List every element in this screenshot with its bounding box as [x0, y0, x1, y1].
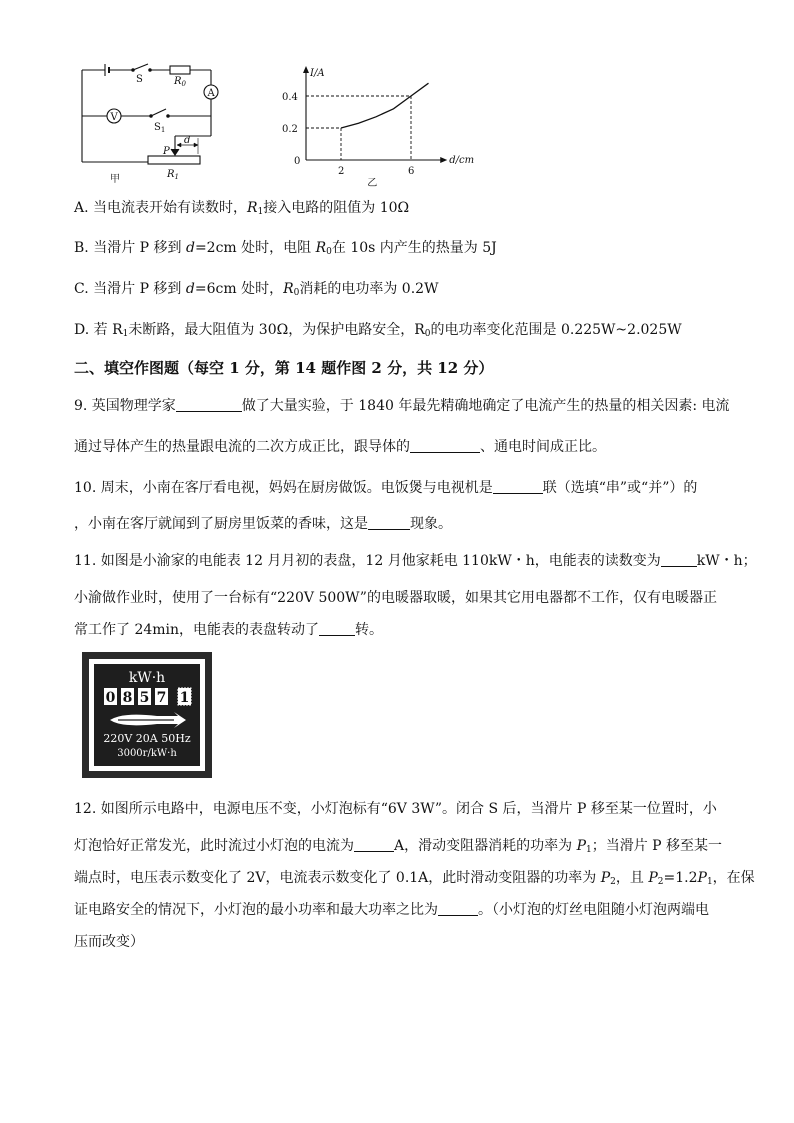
- q12-line-2: 灯泡恰好正常发光，此时流过小灯泡的电流为 A，滑动变阻器消耗的功率为 $P_1$；当滑片 P 移至某一: [74, 838, 723, 855]
- y-axis-label: I/A: [310, 68, 325, 79]
- label-r0-sub: 0: [181, 80, 186, 88]
- label-d: d: [184, 135, 191, 146]
- label-s: S: [136, 74, 143, 85]
- electric-meter-figure: [82, 652, 212, 778]
- q12-line-3: 端点时，电压表示数变化了 2V，电流表示数变化了 0.1A，此时滑动变阻器的功率为 $P_2$，且 $P_2=1.2P_1$，在保: [74, 870, 755, 887]
- q10-blank-1[interactable]: [493, 481, 543, 494]
- q11-line-1: 11. 如图是小渝家的电能表 12 月月初的表盘，12 月他家耗电 110kW・h，电能表的读数变为 kW・h；: [74, 553, 757, 569]
- y-tick-label-1: 0.4: [282, 92, 298, 103]
- q11-line-3: 常工作了 24min，电能表的表盘转动了 转。: [74, 622, 384, 638]
- label-v: V: [110, 112, 118, 123]
- x-axis-label: d/cm: [449, 155, 475, 166]
- q11-blank-1[interactable]: [661, 554, 697, 567]
- svg-text:R0: [173, 76, 187, 88]
- q11-line-2: 小渝做作业时，使用了一台标有“220V 500W”的电暖器取暖，如果其它用电器都不工作，仅有电暖器正: [74, 590, 717, 606]
- meter-digit-4: 1: [179, 690, 190, 706]
- label-s1-sub: 1: [160, 126, 166, 134]
- svg-text:S1: [154, 122, 165, 134]
- section-2-heading: 二、填空作图题（每空 1 分，第 14 题作图 2 分，共 12 分）: [74, 359, 494, 377]
- resistor-r1: [148, 156, 200, 164]
- label-r0: R: [174, 76, 182, 87]
- switch-s1: [151, 109, 166, 116]
- q9-line-2: 通过导体产生的热量跟电流的二次方成正比，跟导体的 、通电时间成正比。: [74, 439, 606, 455]
- q9-line-1: 9. 英国物理学家 做了大量实验，于 1840 年最先精确地确定了电流产生的热量的相关因素: 电流: [74, 398, 730, 414]
- q9-blank-2[interactable]: [410, 440, 480, 453]
- meter-digit-2: 5: [139, 690, 150, 706]
- circuit-diagram: [70, 58, 250, 188]
- q10-blank-2[interactable]: [368, 517, 410, 530]
- origin-label: 0: [294, 156, 301, 167]
- resistor-r0: [170, 66, 190, 74]
- q12-line-1: 12. 如图所示电路中，电源电压不变，小灯泡标有“6V 3W”。闭合 S 后，当滑片 P 移至某一位置时，小: [74, 801, 717, 817]
- x-tick-label-0: 2: [338, 166, 345, 177]
- q8-option-a: A. 当电流表开始有读数时，$R_1$接入电路的阻值为 10Ω: [74, 200, 410, 217]
- meter-digit-0: 0: [105, 690, 116, 706]
- meter-spec-1: 220V 20A 50Hz: [103, 732, 191, 745]
- label-p: P: [163, 146, 170, 157]
- label-a: A: [207, 88, 215, 99]
- switch-s: [133, 64, 148, 70]
- label-r1: R: [167, 169, 175, 180]
- x-axis-arrow-icon: [440, 157, 447, 163]
- meter-digit-3: 7: [156, 690, 167, 706]
- q11-blank-2[interactable]: [319, 623, 355, 636]
- meter-digit-1: 8: [122, 690, 133, 706]
- y-tick-label-0: 0.2: [282, 124, 298, 135]
- series-line-i-d: [341, 83, 429, 128]
- q12-blank-2[interactable]: [438, 903, 478, 916]
- caption-jia: 甲: [110, 174, 120, 185]
- svg-text:R1: [166, 169, 179, 181]
- q8-option-d: D. 若 $R_1$未断路，最大阻值为 30Ω，为保护电路安全，$R_0$的电功率变化范围是 0.225W~2.025W: [74, 322, 682, 339]
- q12-blank-1[interactable]: [354, 839, 394, 852]
- q12-line-5: 压而改变）: [74, 934, 144, 950]
- y-axis-arrow-icon: [303, 66, 309, 73]
- q8-option-b: B. 当滑片 P 移到 d=2cm 处时，电阻 $R_0$在 10s 内产生的热量为 5J: [74, 240, 497, 257]
- meter-spec-2: 3000r/kW·h: [117, 748, 177, 759]
- q10-line-1: 10. 周末，小南在客厅看电视，妈妈在厨房做饭。电饭煲与电视机是 联（选填“串”或“并”）的: [74, 480, 698, 496]
- q9-blank-1[interactable]: [176, 399, 242, 412]
- current-distance-graph: [278, 58, 475, 189]
- x-tick-label-1: 6: [408, 166, 415, 177]
- q12-line-4: 证电路安全的情况下，小灯泡的最小功率和最大功率之比为 。（小灯泡的灯丝电阻随小灯泡两端电: [74, 902, 709, 918]
- q10-line-2: ，小南在客厅就闻到了厨房里饭菜的香味，这是 现象。: [74, 516, 452, 532]
- q8-option-c: C. 当滑片 P 移到 d=6cm 处时，$R_0$消耗的电功率为 0.2W: [74, 281, 439, 298]
- meter-unit: kW·h: [128, 670, 166, 686]
- label-s1: S: [154, 122, 161, 133]
- label-r1-sub: 1: [174, 173, 179, 181]
- caption-yi: 乙: [367, 178, 378, 189]
